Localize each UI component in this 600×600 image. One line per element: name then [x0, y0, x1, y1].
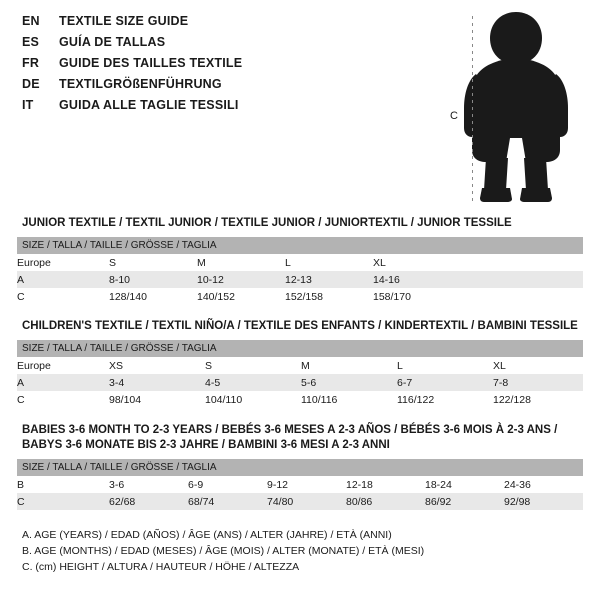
row-label: Europe — [17, 254, 109, 271]
cell-value: 128/140 — [109, 288, 197, 305]
table-row — [17, 357, 583, 374]
row-label: B — [17, 476, 109, 493]
legend-block — [22, 527, 424, 575]
babies-size-table — [17, 459, 583, 510]
table-row — [17, 288, 583, 305]
table-row — [17, 374, 583, 391]
toddler-silhouette-icon — [430, 8, 590, 203]
cell-value: 80/86 — [346, 493, 425, 510]
table-header-row — [17, 340, 583, 357]
cell-value: 122/128 — [493, 391, 583, 408]
language-code: ES — [22, 35, 40, 49]
table-row — [17, 493, 583, 510]
language-title: GUIDE DES TAILLES TEXTILE — [59, 56, 243, 70]
cell-value: 4-5 — [205, 374, 301, 391]
cell-value: 10-12 — [197, 271, 285, 288]
legend-line-b: B. AGE (MONTHS) / EDAD (MESES) / ÂGE (MOIS) / ALTER (MONATE) / ETÀ (MESI) — [22, 545, 425, 557]
babies-header-label: SIZE / TALLA / TAILLE / GRÖSSE / TAGLIA — [17, 459, 583, 476]
legend-line-c: C. (cm) HEIGHT / ALTURA / HAUTEUR / HÖHE / ALTEZZA — [22, 561, 300, 573]
cell-value: 68/74 — [188, 493, 267, 510]
cell-value: S — [205, 357, 301, 374]
children-size-table — [17, 340, 583, 408]
cell-value: 158/170 — [373, 288, 583, 305]
cell-value: XL — [493, 357, 583, 374]
cell-value: 116/122 — [397, 391, 493, 408]
cell-value: 104/110 — [205, 391, 301, 408]
cell-value: 98/104 — [109, 391, 205, 408]
table-row — [17, 476, 583, 493]
section-title-babies — [22, 423, 557, 453]
table-header-row — [17, 459, 583, 476]
cell-value: 12-18 — [346, 476, 425, 493]
cell-value: 3-4 — [109, 374, 205, 391]
language-row-fr — [22, 56, 352, 77]
table-header-row — [17, 237, 583, 254]
language-code: EN — [22, 14, 40, 28]
language-header-block — [22, 14, 352, 119]
language-title: TEXTILE SIZE GUIDE — [59, 14, 189, 28]
language-title: GUIDA ALLE TAGLIE TESSILI — [59, 98, 239, 112]
language-code: FR — [22, 56, 40, 70]
row-label: C — [17, 493, 109, 510]
height-measure-figure — [430, 8, 590, 203]
cell-value: 12-13 — [285, 271, 373, 288]
cell-value: 9-12 — [267, 476, 346, 493]
junior-header-label: SIZE / TALLA / TAILLE / GRÖSSE / TAGLIA — [17, 237, 583, 254]
table-row — [17, 271, 583, 288]
cell-value: 140/152 — [197, 288, 285, 305]
language-row-es — [22, 35, 352, 56]
cell-value: S — [109, 254, 197, 271]
children-header-label: SIZE / TALLA / TAILLE / GRÖSSE / TAGLIA — [17, 340, 583, 357]
cell-value: 152/158 — [285, 288, 373, 305]
row-label: C — [17, 391, 109, 408]
language-code: DE — [22, 77, 40, 91]
section-title-babies-line1: BABIES 3-6 MONTH TO 2-3 YEARS / BEBÉS 3-6 MESES A 2-3 AÑOS / BÉBÉS 3-6 MOIS À 2-3 ANS / — [22, 424, 558, 436]
row-label: Europe — [17, 357, 109, 374]
language-title: TEXTILGRÖßENFÜHRUNG — [59, 77, 222, 91]
cell-value: M — [301, 357, 397, 374]
language-code: IT — [22, 98, 34, 112]
row-label: A — [17, 374, 109, 391]
cell-value: L — [285, 254, 373, 271]
language-title: GUÍA DE TALLAS — [59, 35, 166, 49]
cell-value: 18-24 — [425, 476, 504, 493]
cell-value: 7-8 — [493, 374, 583, 391]
cell-value: XL — [373, 254, 583, 271]
measure-dashed-line — [472, 16, 473, 204]
section-title-babies-line2: BABYS 3-6 MONATE BIS 2-3 JAHRE / BAMBINI 3-6 MESI A 2-3 ANNI — [22, 439, 390, 451]
figure-height-label: C — [450, 110, 458, 122]
cell-value: 110/116 — [301, 391, 397, 408]
junior-size-table — [17, 237, 583, 305]
table-row — [17, 391, 583, 408]
cell-value: 24-36 — [504, 476, 583, 493]
legend-line-a: A. AGE (YEARS) / EDAD (AÑOS) / ÂGE (ANS) / ALTER (JAHRE) / ETÀ (ANNI) — [22, 529, 392, 541]
cell-value: 6-9 — [188, 476, 267, 493]
cell-value: 5-6 — [301, 374, 397, 391]
language-row-en — [22, 14, 352, 35]
cell-value: M — [197, 254, 285, 271]
cell-value: 14-16 — [373, 271, 583, 288]
cell-value: L — [397, 357, 493, 374]
cell-value: 86/92 — [425, 493, 504, 510]
language-row-de — [22, 77, 352, 98]
language-row-it — [22, 98, 352, 119]
cell-value: 6-7 — [397, 374, 493, 391]
section-title-junior: JUNIOR TEXTILE / TEXTIL JUNIOR / TEXTILE JUNIOR / JUNIORTEXTIL / JUNIOR TESSILE — [22, 217, 512, 229]
cell-value: XS — [109, 357, 205, 374]
section-title-children: CHILDREN'S TEXTILE / TEXTIL NIÑO/A / TEXTILE DES ENFANTS / KINDERTEXTIL / BAMBINI TESSILE — [22, 320, 578, 332]
cell-value: 92/98 — [504, 493, 583, 510]
row-label: C — [17, 288, 109, 305]
row-label: A — [17, 271, 109, 288]
cell-value: 74/80 — [267, 493, 346, 510]
cell-value: 3-6 — [109, 476, 188, 493]
cell-value: 8-10 — [109, 271, 197, 288]
cell-value: 62/68 — [109, 493, 188, 510]
table-row — [17, 254, 583, 271]
